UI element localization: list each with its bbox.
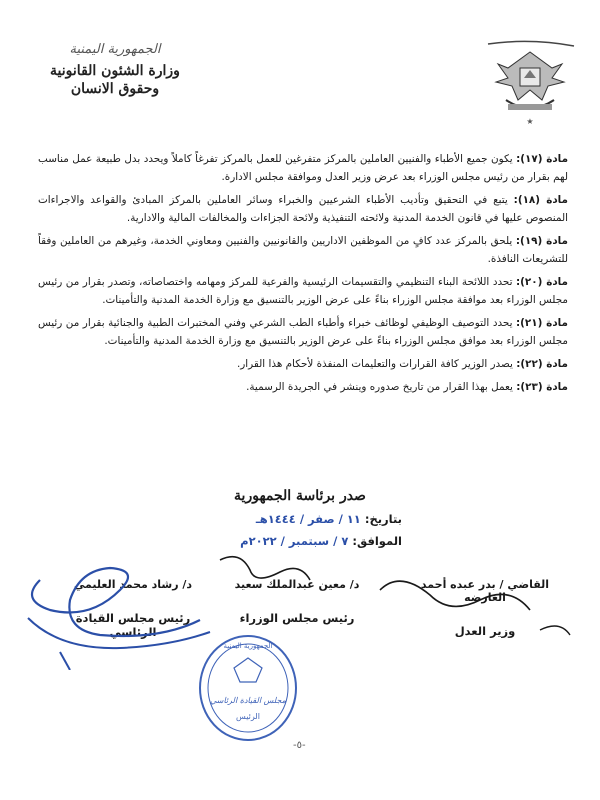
republic-emblem [478,38,582,130]
articles-body [38,150,568,401]
ministry-header [40,42,190,97]
article-20 [38,273,568,309]
signatory-name: د/ رشاد محمد العليمي [73,578,193,591]
header-ministry: وزارة الشئون القانونية [50,63,180,79]
article-text: يتبع في التحقيق وتأديب الأطباء الشرعيين والخبراء وسائر العاملين بالمركز المبادئ والقواعد والاجراءات المنصوص عليها في قانون الخدمة المدنية ولائحته التنفيذية ولائحة الجزاءات والمخالفات المالية والادارية. [38,194,568,224]
signatory-title: وزير العدل [454,624,516,638]
article-text: يصدر الوزير كافة القرارات والتعليمات المنفذة لأحكام هذا القرار. [236,358,513,370]
article-number: مادة (٢١): [516,317,568,329]
signatory-prime-minister [222,578,372,625]
official-stamp [196,632,300,744]
stamp-bottom-text: مجلس القيادة الرئاسي [210,696,286,705]
stamp-top-text: الجمهورية اليمنية [223,642,273,650]
stamp-center-text: الرئيس [236,712,260,721]
date-label: بتاريخ: [364,512,402,526]
article-23 [38,378,568,396]
article-number: مادة (٢٣): [516,381,568,393]
article-17 [38,150,568,186]
article-21 [38,314,568,350]
article-text: يحدد التوصيف الوظيفي لوظائف خبراء وأطباء الطب الشرعي وفني المختبرات الطبية والجنائية بقرار من رئيس مجلس الوزراء بعد موافق مجلس الوزراء بناءً على عرض الوزير بالتنسيق مع وزارة الخدمة المدنية والتأمينات. [38,317,568,347]
corresponding-label: الموافق: [352,534,402,548]
issued-by: صدر برئاسة الجمهورية [234,488,366,504]
date-value: ١١ / صفر / ١٤٤٤هـ [255,512,361,526]
hijri-date-line [150,512,450,526]
article-22 [38,355,568,373]
article-text: يلحق بالمركز عدد كافٍ من الموظفين الاداريين والقانونيين والفنيين ومعاوني الخدمة، وغيرهم من العاملين وفقاً للتشريعات النافذة. [38,235,568,265]
signatory-title: رئيس مجلس الوزراء [239,611,355,625]
article-text: يكون جميع الأطباء والفنيين العاملين بالمركز متفرغين للعمل بالمركز تفرغاً كاملاً ويحدد بدل طبيعة عمل مناسب لهم بقرار من رئيس مجلس الوزراء بعد عرض وزير العدل وموافقة مجلس الادارة. [38,153,568,183]
signatory-name: د/ معين عبدالملك سعيد [234,578,360,591]
header-human-rights: وحقوق الانسان [70,81,160,97]
article-number: مادة (٢٢): [516,358,568,370]
header-republic: الجمهورية اليمنية [69,42,161,57]
signatory-title: رئيس مجلس القيادة الرئاسي [75,611,191,639]
article-number: مادة (١٧): [516,153,569,165]
article-text: يعمل بهذا القرار من تاريخ صدوره وينشر في الجريدة الرسمية. [246,381,513,393]
gregorian-date-line [150,534,450,548]
signatory-name: القاضي / بدر عبده أحمد العارضه [420,578,550,604]
article-19 [38,232,568,268]
issuance-block [150,488,450,548]
article-text: تحدد اللائحة البناء التنظيمي والتقسيمات الرئيسية والفرعية للمركز ومهامه واختصاصاته، وتصدر بقرار من رئيس مجلس الوزراء بعد موافقة مجلس الوزراء بناءً على عرض الوزير بالتنسيق مع وزارة الخدمة المدنية والتأمينات. [38,276,568,306]
corresponding-value: ٧ / سبتمبر / ٢٠٢٢م [240,534,349,548]
article-18 [38,191,568,227]
svg-text:★: ★ [526,117,534,126]
article-number: مادة (٢٠): [516,276,568,288]
signatory-justice-minister [410,578,560,638]
page-number: -٥- [293,740,306,751]
article-number: مادة (١٨): [513,194,568,206]
article-number: مادة (١٩): [515,235,568,247]
signatory-council-president [58,578,208,639]
